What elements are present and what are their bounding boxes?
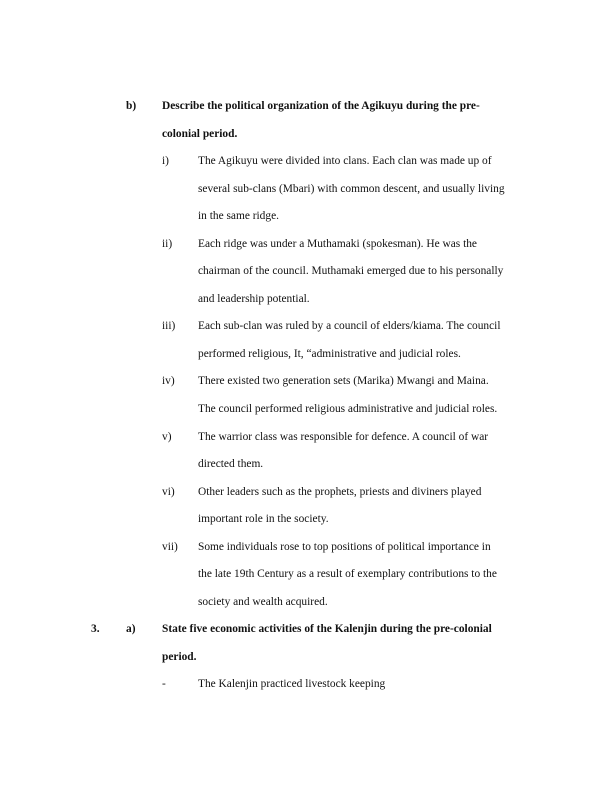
question-label: a) <box>126 623 136 636</box>
list-item-text: Each sub-clan was ruled by a council of elders/kiama. The council <box>198 320 501 333</box>
list-marker: vii) <box>162 540 178 553</box>
list-item-text: and leadership potential. <box>198 292 310 305</box>
list-item-line <box>0 203 612 231</box>
question-number: 3. <box>91 623 100 636</box>
list-item-text: Each ridge was under a Muthamaki (spokesman). He was the <box>198 237 477 250</box>
list-marker: i) <box>162 155 169 168</box>
list-item-line <box>0 176 612 204</box>
list-item-line <box>0 396 612 424</box>
list-item-line <box>0 506 612 534</box>
list-item-text: The Kalenjin practiced livestock keeping <box>198 678 386 691</box>
list-item-line <box>0 424 612 452</box>
question-text: State five economic activities of the Kalenjin during the pre-colonial <box>162 623 492 636</box>
question-line <box>0 121 612 149</box>
question-label: b) <box>126 100 137 112</box>
document-page <box>0 93 612 699</box>
list-item-line <box>0 258 612 286</box>
list-item-text: Other leaders such as the prophets, priests and diviners played <box>198 485 482 498</box>
list-marker: ii) <box>162 237 173 250</box>
question-line <box>0 93 612 121</box>
list-item-text: performed religious, It, “administrative and judicial roles. <box>198 347 461 360</box>
question-text: Describe the political organization of the Agikuyu during the pre- <box>162 100 480 112</box>
list-item-line <box>0 148 612 176</box>
list-marker: iii) <box>162 320 176 333</box>
list-marker: vi) <box>162 485 175 498</box>
list-item-text: society and wealth acquired. <box>198 595 328 608</box>
list-item-text: in the same ridge. <box>198 210 279 223</box>
list-item-line <box>0 368 612 396</box>
list-marker: - <box>162 678 166 691</box>
list-item-text: chairman of the council. Muthamaki emerged due to his personally <box>198 265 504 278</box>
list-item-text: the late 19th Century as a result of exemplary contributions to the <box>198 568 497 581</box>
list-item-line <box>0 341 612 369</box>
list-item-line <box>0 671 612 699</box>
list-marker: iv) <box>162 375 175 388</box>
list-item-text: The warrior class was responsible for defence. A council of war <box>198 430 489 443</box>
list-item-line <box>0 479 612 507</box>
list-item-line <box>0 313 612 341</box>
list-item-line <box>0 534 612 562</box>
list-item-line <box>0 589 612 617</box>
question-line <box>0 644 612 672</box>
question-line <box>0 616 612 644</box>
list-item-text: important role in the society. <box>198 513 329 526</box>
question-text: colonial period. <box>162 127 238 140</box>
list-marker: v) <box>162 430 172 443</box>
list-item-line <box>0 451 612 479</box>
list-item-line <box>0 231 612 259</box>
list-item-line <box>0 561 612 589</box>
list-item-text: There existed two generation sets (Marika) Mwangi and Maina. <box>198 375 489 388</box>
list-item-text: Some individuals rose to top positions of political importance in <box>198 540 491 553</box>
list-item-text: directed them. <box>198 458 264 471</box>
list-item-line <box>0 286 612 314</box>
list-item-text: several sub-clans (Mbari) with common descent, and usually living <box>198 182 505 195</box>
list-item-text: The Agikuyu were divided into clans. Each clan was made up of <box>198 155 492 168</box>
question-text: period. <box>162 650 197 663</box>
list-item-text: The council performed religious administrative and judicial roles. <box>198 403 498 416</box>
